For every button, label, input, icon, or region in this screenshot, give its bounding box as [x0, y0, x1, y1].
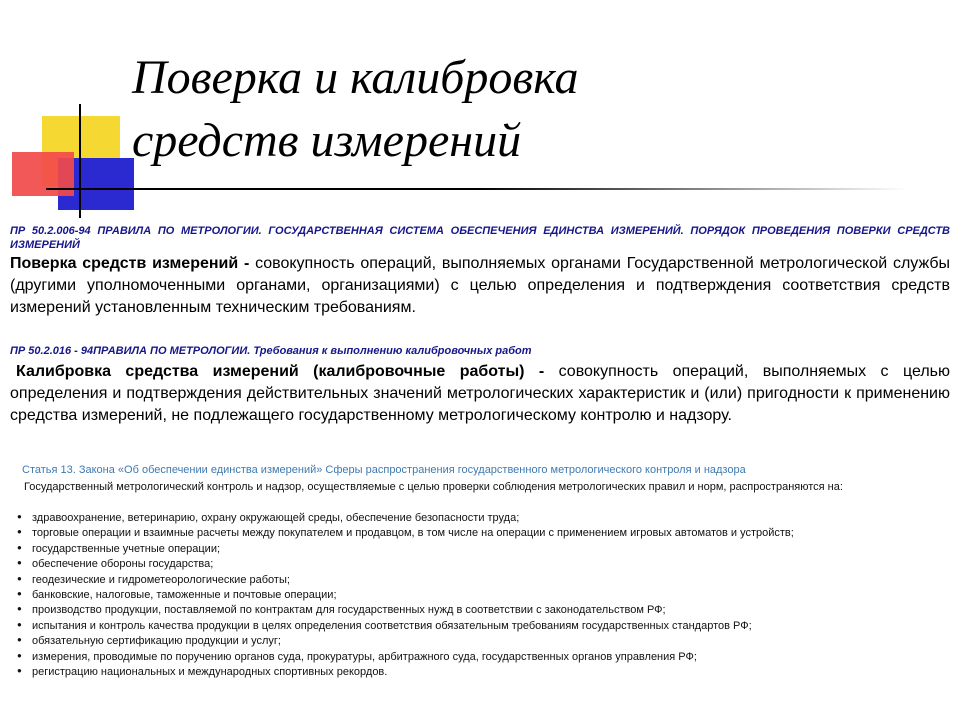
bullet-icon: ●: [17, 542, 22, 552]
slide-title: [132, 46, 578, 172]
list-item: [17, 588, 950, 603]
list-item-text: торговые операции и взаимные расчеты между покупателем и продавцом, в том числе на операции с применением игровых автоматов и устройств;: [32, 527, 794, 540]
verification-term: Поверка средств измерений -: [10, 255, 250, 272]
list-item: [17, 542, 950, 557]
decor-horizontal-line: [46, 188, 908, 190]
bullet-icon: ●: [17, 512, 22, 521]
list-item: [17, 665, 950, 680]
list-item: [17, 603, 950, 618]
verification-text: совокупность операций, выполняемых органами Государственной метрологической службы (другими уполномоченными органами, организациями) с целью определения и подтверждения соответствия средств измерений установленным техническим требованиям.: [10, 255, 951, 316]
bullet-icon: ●: [17, 573, 22, 583]
list-item-text: государственные учетные операции;: [32, 542, 221, 555]
bullet-icon: ●: [17, 619, 22, 629]
calibration-reference: ПР 50.2.016 - 94ПРАВИЛА ПО МЕТРОЛОГИИ. Требования к выполнению калибровочных работ: [10, 345, 532, 357]
list-item-text: измерения, проводимые по поручению органов суда, прокуратуры, арбитражного суда, государственных органов управления РФ;: [32, 650, 697, 663]
list-item: [17, 573, 950, 588]
list-item-text: геодезические и гидрометеорологические работы;: [32, 573, 290, 586]
bullet-icon: ●: [17, 666, 22, 676]
list-item-text: обеспечение обороны государства;: [32, 558, 214, 571]
list-item: [17, 619, 950, 634]
title-line-2: средств измерений: [132, 114, 522, 167]
bullet-icon: ●: [17, 527, 22, 537]
law-intro: Государственный метрологический контроль и надзор, осуществляемые с целью проверки соблюдения метрологических правил и норм, распространяются на:: [24, 481, 843, 493]
list-item: [17, 511, 950, 526]
title-line-1: Поверка и калибровка: [132, 51, 579, 104]
bullet-icon: ●: [17, 635, 22, 645]
verification-reference: ПР 50.2.006-94 ПРАВИЛА ПО МЕТРОЛОГИИ. ГОСУДАРСТВЕННАЯ СИСТЕМА ОБЕСПЕЧЕНИЯ ЕДИНСТВА ИЗМЕРЕНИЙ. ПОРЯДОК ПРОВЕДЕНИЯ ПОВЕРКИ СРЕДСТВ ИЗМЕРЕНИЙ: [10, 225, 950, 251]
law-scope-list: [17, 511, 950, 680]
list-item-text: обязательную сертификацию продукции и услуг;: [32, 635, 281, 648]
list-item-text: регистрацию национальных и международных спортивных рекордов.: [32, 666, 388, 679]
bullet-icon: ●: [17, 604, 22, 614]
list-item-text: испытания и контроль качества продукции в целях определения соответствия обязательным требованиям государственных стандартов РФ;: [32, 619, 752, 632]
bullet-icon: ●: [17, 650, 22, 660]
list-item: [17, 526, 950, 541]
list-item-text: банковские, налоговые, таможенные и почтовые операции;: [32, 589, 337, 602]
bullet-icon: ●: [17, 589, 22, 599]
verification-definition: [10, 253, 950, 319]
list-item-text: здравоохранение, ветеринарию, охрану окружающей среды, обеспечение безопасности труда;: [32, 512, 520, 524]
calibration-term: Калибровка средства измерений (калибровочные работы) -: [16, 363, 545, 380]
bullet-icon: ●: [17, 558, 22, 568]
list-item: [17, 650, 950, 665]
list-item: [17, 557, 950, 572]
list-item-text: производство продукции, поставляемой по контрактам для государственных нужд в соответствии с законодательством РФ;: [32, 604, 666, 617]
calibration-definition: [10, 361, 950, 427]
list-item: [17, 634, 950, 649]
law-title: Статья 13. Закона «Об обеспечении единства измерений» Сферы распространения государственного метрологического контроля и надзора: [22, 464, 746, 476]
calibration-text: совокупность операций, выполняемых с целью определения и подтверждения действительных значений метрологических характеристик и (или) пригодности к применению средства измерений, не подлежащего государственному метрологическому контролю и надзору.: [10, 363, 950, 424]
decor-vertical-line: [79, 104, 81, 218]
